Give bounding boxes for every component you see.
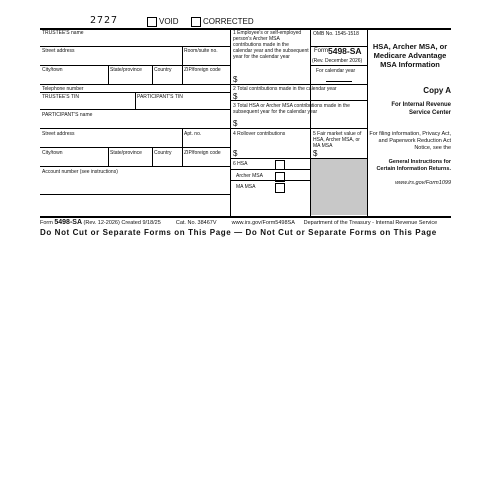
line-m2	[230, 100, 367, 101]
line-rev	[310, 65, 367, 66]
vdiv-state2	[108, 147, 109, 166]
trustee-tin-label: TRUSTEE'S TIN	[42, 94, 79, 100]
zip2-label: ZIP/foreign code	[184, 150, 221, 156]
box4-label: 4 Rollover contributions	[233, 131, 286, 137]
line-m3	[230, 128, 367, 129]
box2-dollar: $	[233, 92, 238, 101]
box4-dollar: $	[233, 149, 238, 158]
state-province-label: State/province	[110, 67, 142, 73]
filing-info: For filing information, Privacy Act, and Paperwork Reduction Act Notice, see the	[369, 131, 451, 151]
street-address-label: Street address	[42, 48, 75, 54]
corrected-checkbox[interactable]	[191, 17, 201, 27]
box6-ma-label: MA MSA	[236, 184, 256, 190]
line-l1	[40, 46, 230, 47]
box2-label: 2 Total contributions made in the calendar year	[233, 86, 337, 92]
void-checkbox[interactable]	[147, 17, 157, 27]
vdiv-room	[182, 46, 183, 65]
participant-name-label: PARTICIPANT'S name	[42, 112, 93, 118]
telephone-label: Telephone number	[42, 86, 84, 92]
void-label: VOID	[159, 17, 179, 26]
footer-form-number: 5498-SA	[54, 219, 83, 226]
city-town2-label: City/town	[42, 150, 63, 156]
box3-dollar: $	[233, 119, 238, 128]
city-town-label: City/town	[42, 67, 63, 73]
line-l9	[40, 194, 230, 195]
trustee-name-label: TRUSTEE'S name	[42, 30, 84, 36]
for-irs: For Internal Revenue Service Center	[391, 102, 451, 116]
box3-label: 3 Total HSA or Archer MSA contributions made in the subsequent year for the calendar year	[233, 103, 350, 115]
line-l8	[40, 166, 230, 167]
room-suite-label: Room/suite no.	[184, 48, 218, 54]
footer-cat: Cat. No. 38467V	[175, 220, 217, 226]
copy-a: Copy A	[423, 86, 451, 95]
footer-dept: Department of the Treasury - Internal Revenue Service	[303, 220, 438, 226]
footer-web: www.irs.gov/Form5498SA	[231, 220, 295, 226]
vdiv-box45	[310, 128, 311, 158]
country-label: Country	[154, 67, 172, 73]
footer-rev-created: (Rev. 12-2026) Created 9/18/25	[83, 220, 161, 226]
box1-dollar: $	[233, 75, 238, 84]
form-title: HSA, Archer MSA, or Medicare Advantage MSA Information	[372, 42, 448, 69]
street-address2-label: Street address	[42, 131, 75, 137]
footer-line	[40, 219, 437, 226]
do-not-cut-notice: Do Not Cut or Separate Forms on This Page — Do Not Cut or Separate Forms on This Page	[40, 228, 437, 237]
vdiv-country2	[152, 147, 153, 166]
box5-label: 5 Fair market value of HSA, Archer MSA, or MA MSA	[313, 131, 362, 149]
irs-url: www.irs.gov/Form1099	[395, 180, 451, 186]
line-m5	[230, 216, 310, 217]
box6-sep1	[230, 169, 310, 170]
line-l7	[40, 147, 230, 148]
line-l2	[40, 65, 230, 66]
box6-label: 6 HSA	[233, 161, 248, 167]
vdiv-apt	[182, 128, 183, 147]
col-divider-3	[367, 28, 368, 216]
form-rev: (Rev. December 2026)	[312, 58, 363, 64]
vdiv-zip	[182, 65, 183, 84]
vdiv-country	[152, 65, 153, 84]
vdiv-state	[108, 65, 109, 84]
box5-dollar: $	[313, 149, 318, 158]
footer-form-word: Form	[40, 220, 53, 226]
vdiv-tin	[135, 92, 136, 109]
box1-label: 1 Employee's or self-employed person's Archer MSA contributions made in the calendar year and the subsequent year for the calendar year	[233, 30, 309, 60]
shaded-area	[311, 159, 367, 215]
omb-number: OMB No. 1545-1518	[313, 31, 359, 37]
account-number-label: Account number (see instructions)	[42, 169, 118, 175]
col-divider-1	[230, 28, 231, 216]
calendar-year-line	[326, 81, 352, 82]
participant-tin-label: PARTICIPANT'S TIN	[137, 94, 183, 100]
zip-label: ZIP/foreign code	[184, 67, 221, 73]
apt-no-label: Apt. no.	[184, 131, 202, 137]
line-l6	[40, 128, 230, 129]
form-number: 5498-SA	[328, 46, 362, 56]
box6-sep2	[230, 180, 310, 181]
line-m1	[230, 84, 367, 85]
for-calendar-year: For calendar year	[316, 68, 356, 74]
box6-archer-label: Archer MSA	[236, 173, 263, 179]
line-l5	[40, 109, 230, 110]
state-province2-label: State/province	[110, 150, 142, 156]
corrected-label: CORRECTED	[203, 17, 254, 26]
country2-label: Country	[154, 150, 172, 156]
general-instructions: General Instructions for Certain Information Returns.	[376, 159, 451, 172]
vdiv-zip2	[182, 147, 183, 166]
line-l3	[40, 84, 230, 85]
form-word: Form	[314, 48, 328, 54]
form-code: 2727	[90, 15, 119, 26]
ma-msa-checkbox[interactable]	[275, 183, 285, 193]
